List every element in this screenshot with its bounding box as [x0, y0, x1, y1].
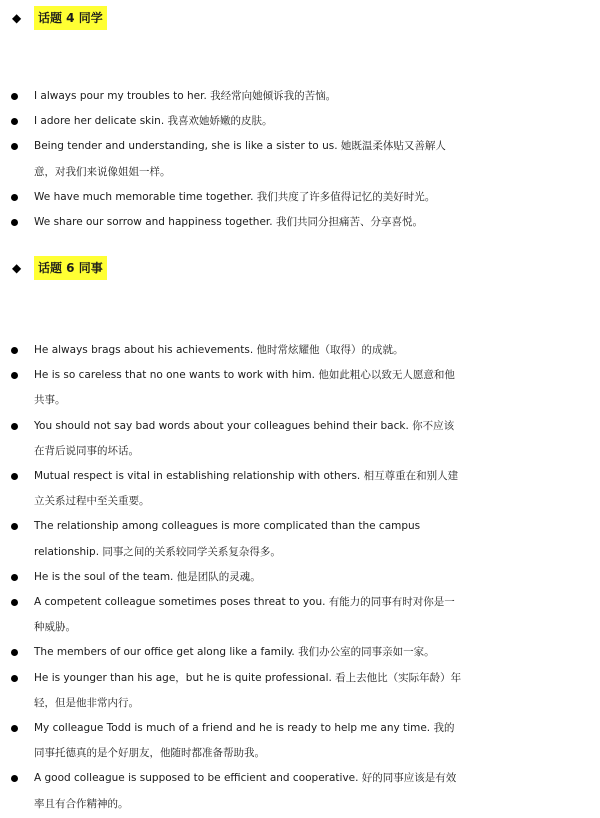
sentence-text: Mutual respect is vital in establishing relationship with others. 相互尊重在和别人建立关系过程中至关重要。: [34, 470, 459, 508]
sentence-text: My colleague Todd is much of a friend and he is ready to help me any time. 我的同事托德真的是个好朋友，他随时都准备帮助我。: [34, 722, 455, 760]
list-item: [0, 109, 600, 134]
bullet-icon: [11, 93, 18, 100]
colleagues-sentence-list: [0, 338, 600, 817]
list-item: [0, 414, 600, 464]
sentence-text: I adore her delicate skin. 我喜欢她娇嫩的皮肤。: [34, 115, 273, 128]
section-heading-classmates: [12, 6, 107, 30]
list-item: [0, 666, 600, 716]
sentence-text: We have much memorable time together. 我们共度了许多值得记忆的美好时光。: [34, 190, 436, 203]
sentence-text: I always pour my troubles to her. 我经常向她倾诉我的苦恼。: [34, 90, 337, 102]
sentence-text: He is the soul of the team. 他是团队的灵魂。: [34, 570, 261, 583]
bullet-icon: [11, 574, 18, 581]
list-item: [0, 590, 600, 640]
bullet-icon: [11, 372, 18, 379]
bullet-icon: [11, 194, 18, 201]
sentence-text: He is so careless that no one wants to work with him. 他如此粗心以致无人愿意和他共事。: [34, 369, 455, 407]
list-item: [0, 766, 600, 816]
sentence-text: The relationship among colleagues is more complicated than the campus relationship. 同事之间的关系较同学关系复杂得多。: [34, 520, 421, 558]
bullet-icon: [11, 775, 18, 782]
list-item: [0, 363, 600, 413]
diamond-bullet-icon: ◆: [12, 261, 22, 275]
list-item: [0, 134, 600, 184]
bullet-icon: [11, 649, 18, 656]
sentence-text: We share our sorrow and happiness together. 我们共同分担痛苦、分享喜悦。: [34, 216, 423, 229]
bullet-icon: [11, 143, 18, 150]
sentence-text: A good colleague is supposed to be efficient and cooperative. 好的同事应该是有效率且有合作精神的。: [34, 772, 457, 810]
sentence-text: You should not say bad words about your colleagues behind their back. 你不应该在背后说同事的坏话。: [34, 419, 455, 457]
list-item: [0, 185, 600, 210]
sentence-text: The members of our office get along like a family. 我们办公室的同事亲如一家。: [34, 646, 435, 659]
list-item: [0, 514, 600, 564]
bullet-icon: [11, 118, 18, 125]
classmates-sentence-list: [0, 84, 600, 235]
bullet-icon: [11, 599, 18, 606]
list-item: [0, 84, 600, 109]
sentence-text: He always brags about his achievements. 他时常炫耀他（取得）的成就。: [34, 344, 404, 356]
sentence-text: A competent colleague sometimes poses threat to you. 有能力的同事有时对你是一种威胁。: [34, 596, 455, 634]
list-item: [0, 716, 600, 766]
list-item: [0, 565, 600, 590]
sentence-text: He is younger than his age，but he is quite professional. 看上去他比（实际年龄）年轻，但是他非常内行。: [34, 671, 462, 709]
bullet-icon: [11, 423, 18, 430]
section-title: 话题 6 同事: [34, 256, 107, 280]
bullet-icon: [11, 347, 18, 354]
list-item: [0, 640, 600, 665]
bullet-icon: [11, 675, 18, 682]
list-item: [0, 210, 600, 235]
diamond-bullet-icon: ◆: [12, 11, 22, 25]
list-item: [0, 464, 600, 514]
sentence-text: Being tender and understanding, she is like a sister to us. 她既温柔体贴又善解人意，对我们来说像姐姐一样。: [34, 140, 446, 178]
bullet-icon: [11, 473, 18, 480]
section-title: 话题 4 同学: [34, 6, 107, 30]
bullet-icon: [11, 523, 18, 530]
list-item: [0, 338, 600, 363]
bullet-icon: [11, 725, 18, 732]
section-heading-colleagues: [12, 256, 107, 280]
bullet-icon: [11, 219, 18, 226]
